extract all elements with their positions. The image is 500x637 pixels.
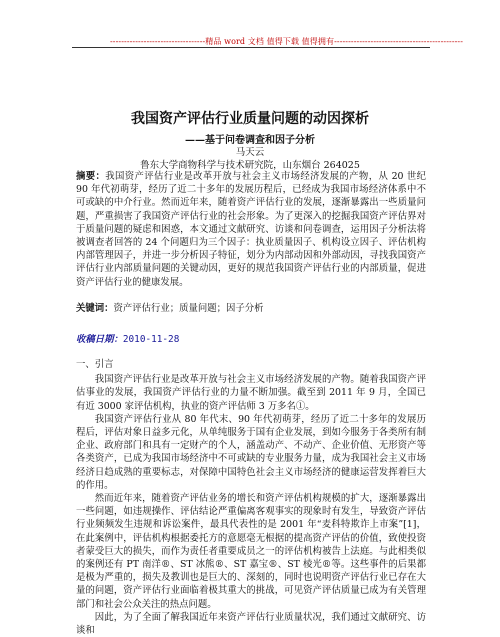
section-introduction: [76, 358, 426, 637]
received-value: 2010-11-28: [122, 334, 180, 345]
keywords-label: 关键词：: [76, 303, 114, 314]
body-paragraph: 因此，为了全面了解我国近年来资产评估行业质量状况，我们通过文献研究、访谈和: [76, 611, 426, 637]
abstract: [76, 170, 426, 289]
received-label: 收稿日期：: [76, 334, 123, 345]
paper-title: 我国资产评估行业质量问题的动因探析: [131, 111, 369, 127]
keywords: [76, 302, 426, 315]
received-date: [76, 331, 179, 345]
section-heading: 一、引言: [76, 359, 114, 370]
header-divider: [72, 47, 430, 48]
keywords-text: 资产评估行业；质量问题；因子分析: [113, 303, 264, 314]
body-paragraph: 然而近年来，随着资产评估业务的增长和资产评估机构规模的扩大，逐渐暴露出一些问题，如违规操作、评估结论严重偏离客观事实的现象时有发生，导致资产评估行业频频发生违规和诉讼案件，最具代表性的是 2001 年“麦科特欺诈上市案”[1]，在此案例中，评估机构根据委托方的意愿毫无根据的提高资产评估的价值，致使投资者蒙受巨大的损失，而作为责任者重要成员之一的评估机构被告上法庭。与此相类似的案例还有 PT 南洋®、ST 冰熊®、ST 嘉宝®、ST 棱光®等。这些事件的后果都是极为严重的，损失及教训也是巨大的、深刻的，同时也说明资产评估行业已存在大量的问题，资产评估行业面临着极其重大的挑战，可见资产评估质量已成为有关管理部门和社会公众关注的热点问题。: [76, 493, 426, 610]
body-paragraph: 我国资产评估行业是改革开放与社会主义市场经济发展的产物。随着我国资产评估事业的发展，我国资产评估行业的力量不断加强。截至到 2011 年 9 月，全国已有近 3000 家评估机构，执业的资产评估师 3 万多名①。: [76, 374, 426, 412]
body-paragraph: 我国资产评估行业从 80 年代末、90 年代初萌芽，经历了近二十多年的发展历程后，评估对象日益多元化，从单纯服务于国有企业发展，到如今服务于各类所有制企业、政府部门和具有一定财产的个人，涵盖动产、不动产、企业价值、无形资产等各类资产，已成为我国市场经济中不可或缺的专业服务力量，成为我国社会主义市场经济日趋成熟的重要标志，对保障中国特色社会主义市场经济的健康运营发挥着巨大的作用。: [76, 413, 426, 491]
paper-subtitle: ——基于问卷调查和因子分析: [185, 135, 315, 146]
author-affiliation: 鲁东大学商物科学与技术研究院，山东烟台 264025: [140, 160, 360, 171]
abstract-label: 摘要：: [76, 171, 106, 182]
page-header-banner: ----------------------------------精品 word 文档 值得下载 值得拥有----------------------------------------------: [110, 37, 464, 46]
abstract-text: 我国资产评估行业是改革开放与社会主义市场经济发展的产物，从 20 世纪 90 年代初萌芽，经历了近二十多年的发展历程后，已经成为我国市场经济体系中不可或缺的中介行业。然而近年来，随着资产评估行业的发展，逐渐暴露出一些质量问题，严重损害了我国资产评估行业的社会形象。为了更深入的挖掘我国资产评估界对于质量问题的疑虑和困惑，本文通过文献研究、访谈和问卷调查，运用因子分析法将被调查者回答的 24 个问题归为三个因子：执业质量因子、机构设立因子、评估机构内部管理因子，并进一步分析因子特征，划分为内部动因和外部动因，寻找我国资产评估行业内部质量问题的关键动因，更好的规范我国资产评估行业的内部质量，促进资产评估行业的健康发展。: [76, 171, 426, 288]
author-name: 马天云: [235, 147, 265, 158]
